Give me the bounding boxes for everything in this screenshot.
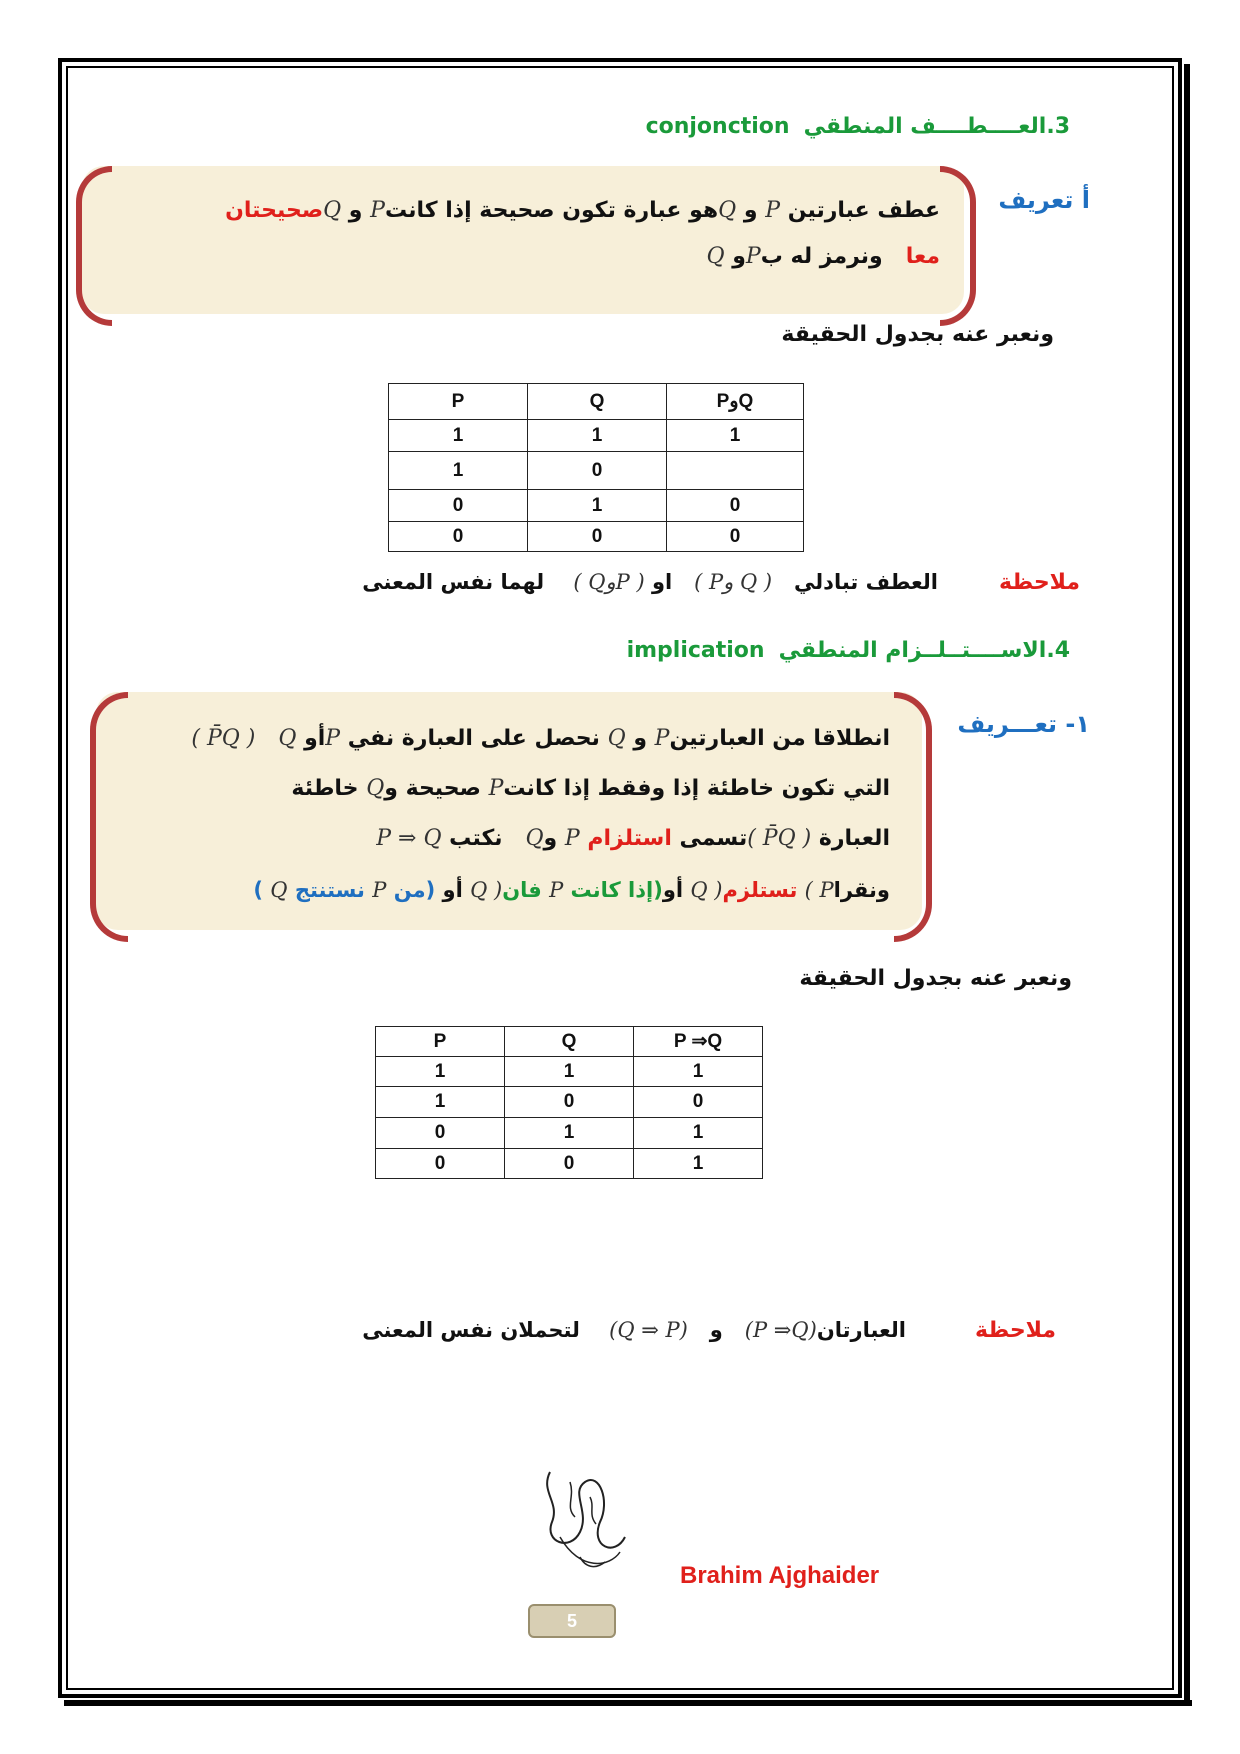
section4-truth-caption: ونعبر عنه بجدول الحقيقة <box>799 966 1072 991</box>
def-highlight-text: نستنتج <box>294 878 365 902</box>
author-name: Brahim Ajghaider <box>680 1562 880 1589</box>
table-header: P <box>389 384 528 420</box>
table-header: Q <box>528 384 667 420</box>
def-text: ونرمز له ب <box>760 244 883 269</box>
note-text: العبارتان <box>816 1318 906 1342</box>
table-cell: 0 <box>528 452 667 490</box>
section4-definition-line1 <box>191 726 890 751</box>
table-cell: 0 <box>376 1149 505 1179</box>
def-text: و <box>348 198 363 223</box>
note-text: لتحملان نفس المعنى <box>362 1318 580 1342</box>
page-frame-shadow <box>64 1700 1192 1706</box>
math-q: Q <box>525 826 544 851</box>
section4-truth-table <box>375 1026 763 1179</box>
table-cell: 1 <box>634 1149 763 1179</box>
signature-icon <box>530 1462 640 1582</box>
math-p: P <box>372 878 387 902</box>
paren: ) <box>253 878 263 902</box>
section3-heading-latin: conjonction <box>645 114 790 139</box>
section4-heading-latin: implication <box>626 638 765 663</box>
section4-definition-line4 <box>253 878 890 902</box>
def-text: تسمى <box>679 826 748 851</box>
table-cell: 1 <box>389 452 528 490</box>
def-highlight-text: تستلزم <box>722 878 798 902</box>
def-highlight-text: فان <box>502 878 542 902</box>
table-row <box>376 1149 763 1179</box>
math-expression: ( P̄Q ) <box>191 726 256 751</box>
section3-definition-label: أ تعريف <box>998 186 1090 214</box>
section3-note <box>362 570 938 594</box>
section4-heading <box>627 638 1070 663</box>
paren: ( <box>653 878 663 902</box>
math-expression: (P ⇒Q) <box>744 1318 817 1342</box>
math-expression: P ⇒ Q <box>376 826 442 851</box>
math-q: Q ) <box>690 878 723 902</box>
table-cell: 1 <box>528 490 667 522</box>
math-p: P <box>549 878 564 902</box>
table-cell: 1 <box>634 1057 763 1087</box>
table-header: P ⇒Q <box>634 1027 763 1057</box>
table-cell: 1 <box>667 420 804 452</box>
def-text: التي تكون خاطئة إذا وفقط إذا كانت <box>503 776 890 801</box>
section3-definition-box <box>82 166 964 314</box>
table-row <box>389 490 804 522</box>
def-text: العبارة <box>818 826 890 851</box>
table-row <box>376 1087 763 1118</box>
def-text: أو <box>304 726 326 751</box>
section3-definition-line1 <box>225 198 940 223</box>
table-cell: 0 <box>376 1118 505 1149</box>
def-highlight-green <box>470 878 663 902</box>
math-q: Q <box>607 726 626 751</box>
def-highlight-text: (من <box>393 878 436 902</box>
def-text: أو <box>662 878 684 902</box>
math-p: ( P <box>804 878 834 902</box>
table-cell <box>667 452 804 490</box>
left-bracket-icon <box>76 166 112 326</box>
table-cell: 0 <box>667 490 804 522</box>
page-frame-shadow-right <box>1184 64 1190 1706</box>
def-text: هو عبارة تكون صحيحة إذا كانت <box>384 198 719 223</box>
section3-note-label: ملاحظة <box>999 570 1080 595</box>
math-q: Q <box>706 244 725 269</box>
table-cell: 0 <box>389 490 528 522</box>
table-row <box>376 1057 763 1087</box>
table-cell: 0 <box>528 522 667 552</box>
right-bracket-icon <box>894 692 932 942</box>
math-expression: ( P̄Q ) <box>747 826 812 851</box>
def-text: و <box>743 198 758 223</box>
def-text: و <box>633 726 647 751</box>
math-p: P <box>370 198 385 223</box>
def-highlight: معا <box>905 244 940 269</box>
table-header: P <box>376 1027 505 1057</box>
def-highlight: صحيحتان <box>225 198 324 223</box>
table-cell: 1 <box>505 1057 634 1087</box>
math-expression: ( Pو Q ) <box>694 570 773 594</box>
math-q: Q <box>278 726 297 751</box>
def-text: صحيحة و <box>384 776 481 801</box>
table-cell: 0 <box>634 1087 763 1118</box>
table-cell: 1 <box>528 420 667 452</box>
table-cell: 1 <box>505 1118 634 1149</box>
section4-definition-line3 <box>376 826 890 851</box>
section3-truth-table <box>388 383 804 552</box>
math-p: P <box>745 244 761 269</box>
section3-definition-line2 <box>707 244 940 269</box>
math-p: P <box>564 826 580 851</box>
section4-note <box>362 1318 906 1342</box>
def-highlight-blue <box>253 878 435 902</box>
left-bracket-icon <box>90 692 128 942</box>
table-cell: 0 <box>505 1149 634 1179</box>
note-text: العطف تبادلي <box>794 570 938 594</box>
math-p: P <box>654 726 670 751</box>
math-expression: (Q ⇒ P) <box>609 1318 688 1342</box>
def-highlight <box>690 878 833 902</box>
table-cell: 0 <box>389 522 528 552</box>
note-text: لهما نفس المعنى <box>362 570 545 594</box>
def-text: أو <box>442 878 463 902</box>
table-header: PوQ <box>667 384 804 420</box>
section4-heading-ar: الاســــتــلــزام المنطقي <box>778 638 1047 663</box>
def-text: نحصل على العبارة نفي <box>347 726 600 751</box>
section4-note-label: ملاحظة <box>975 1318 1056 1343</box>
def-highlight-text: إذا كانت <box>570 878 654 902</box>
def-text: ونقرا <box>833 878 890 902</box>
def-text: خاطئة <box>291 776 359 801</box>
table-cell: 0 <box>667 522 804 552</box>
def-highlight: استلزام <box>587 826 672 851</box>
section3-heading <box>646 114 1070 139</box>
page-number: 5 <box>528 1604 616 1638</box>
math-p: P <box>765 198 781 223</box>
note-text: و <box>709 1318 723 1342</box>
section4-definition-line2 <box>291 776 890 801</box>
table-cell: 1 <box>376 1087 505 1118</box>
table-row <box>389 522 804 552</box>
table-cell: 1 <box>634 1118 763 1149</box>
section3-truth-caption: ونعبر عنه بجدول الحقيقة <box>781 322 1054 347</box>
math-q: Q <box>718 198 737 223</box>
section4-heading-num: 4. <box>1046 638 1070 663</box>
math-expression: ( QوP ) <box>573 570 645 594</box>
math-p: P <box>488 776 504 801</box>
table-row <box>389 420 804 452</box>
math-q: Q ) <box>470 878 503 902</box>
section3-heading-num: 3. <box>1046 114 1070 139</box>
def-text: نكتب <box>449 826 503 851</box>
def-text: عطف عبارتين <box>787 198 940 223</box>
right-bracket-icon <box>940 166 976 326</box>
table-row <box>376 1118 763 1149</box>
section4-definition-label: ١- تعـــريف <box>957 710 1090 738</box>
def-text: و <box>543 826 558 851</box>
table-header: Q <box>505 1027 634 1057</box>
note-text: او <box>651 570 673 594</box>
table-cell: 1 <box>376 1057 505 1087</box>
math-q: Q <box>323 198 342 223</box>
section3-heading-ar: العــــطــــف المنطقي <box>803 114 1047 139</box>
table-cell: 0 <box>505 1087 634 1118</box>
table-cell: 1 <box>389 420 528 452</box>
math-q: Q <box>366 776 385 801</box>
math-q: Q <box>270 878 288 902</box>
table-row <box>389 452 804 490</box>
def-text: و <box>732 244 746 269</box>
def-text: انطلاقا من العبارتين <box>669 726 890 751</box>
math-p: P <box>325 726 341 751</box>
